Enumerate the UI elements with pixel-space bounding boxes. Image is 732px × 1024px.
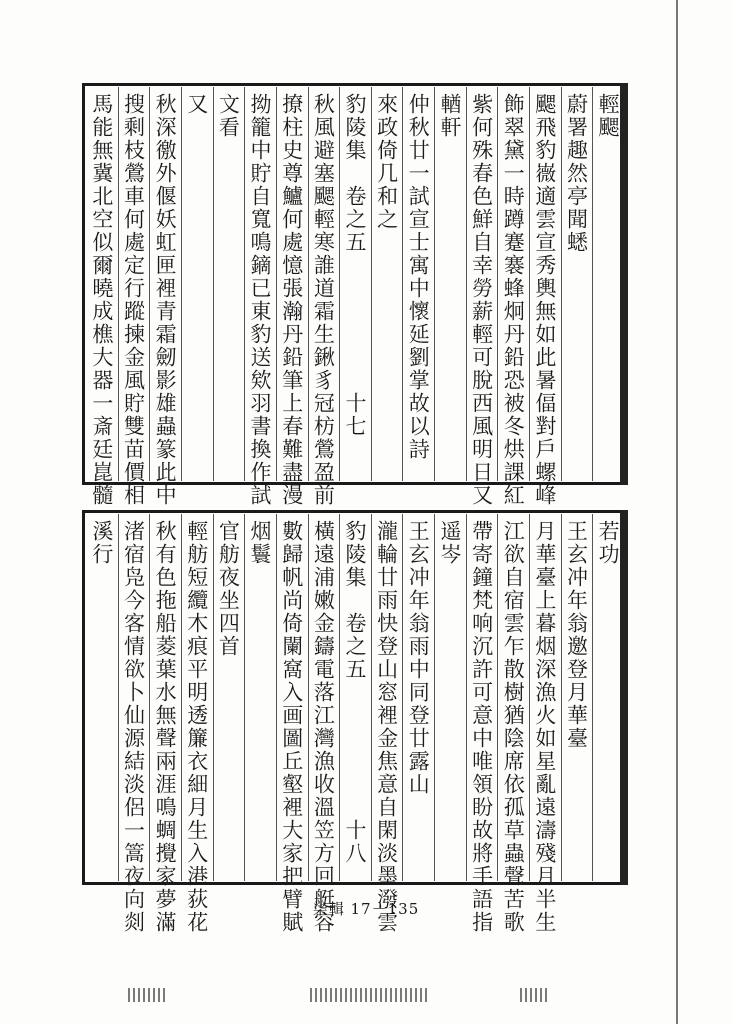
text-column: 瀧輪廿雨快登山窓裡金焦意自閑淡墨潑雲 xyxy=(374,520,399,934)
column-rule xyxy=(213,87,214,481)
scan-artifact-left xyxy=(128,988,168,1002)
column-rule xyxy=(244,514,245,881)
text-column: 帶寄鐘梵响沉許可意中唯領盼故將手語指 xyxy=(469,520,494,934)
column-rule xyxy=(118,514,119,881)
text-column: 若功 xyxy=(596,520,621,566)
text-column: 官舫夜坐四首 xyxy=(216,520,241,658)
column-rule xyxy=(402,87,403,481)
column-rule xyxy=(497,514,498,881)
text-column: 紫何殊春色鮮自幸勞薪輕可脫西風明日又 xyxy=(469,93,494,507)
text-column: 王玄冲年翁邀登月華臺 xyxy=(564,520,589,750)
text-column: 仲秋廿一試宣士寓中懷延劉掌故以詩 xyxy=(406,93,431,461)
text-column: 烟鬟 xyxy=(248,520,273,566)
text-column: 王玄冲年翁雨中同登廿露山 xyxy=(406,520,431,796)
text-column: 豹陵集 卷之五 十八 xyxy=(343,520,367,865)
column-rule xyxy=(434,514,435,881)
column-rule xyxy=(213,514,214,881)
right-binding-edge xyxy=(676,0,678,1024)
column-rule xyxy=(339,87,340,481)
text-column: 輕颸 xyxy=(596,93,621,139)
column-rule xyxy=(434,87,435,481)
top-panel-fold-edge xyxy=(620,83,628,485)
column-rule xyxy=(592,514,593,881)
column-rule xyxy=(466,87,467,481)
text-column: 豹陵集 卷之五 十七 xyxy=(343,93,367,438)
column-rule xyxy=(561,514,562,881)
column-rule xyxy=(561,87,562,481)
text-column: 輶軒 xyxy=(437,93,462,139)
text-column: 馬能無冀北空似爾曉成樵大器一斎廷崑髓 xyxy=(89,93,114,507)
scan-artifact-center xyxy=(310,988,430,1002)
column-rule xyxy=(118,87,119,481)
scan-artifact-right xyxy=(520,988,550,1002)
column-rule xyxy=(149,87,150,481)
top-panel xyxy=(82,83,628,507)
column-rule xyxy=(276,87,277,481)
column-rule xyxy=(276,514,277,881)
page-label: 柒輯 17－135 xyxy=(312,900,420,918)
column-rule xyxy=(529,87,530,481)
column-rule xyxy=(497,87,498,481)
bottom-panel-fold-edge xyxy=(620,510,628,885)
text-column: 輕舫短纜木痕平明透簾衣細月生入港荻花 xyxy=(184,520,209,934)
column-rule xyxy=(371,514,372,881)
text-column: 文看 xyxy=(216,93,241,139)
column-rule xyxy=(371,87,372,481)
text-column: 蔚署趣然亭聞蟋 xyxy=(564,93,589,254)
text-column: 撩柱史尊鱸何處憶張瀚丹鉛筆上春難盡漫 xyxy=(279,93,304,507)
text-column: 搜剩枝鶯車何處定行蹤揀金風貯雙苗價相 xyxy=(121,93,146,507)
text-column: 又 xyxy=(184,93,209,116)
column-rule xyxy=(308,87,309,481)
top-panel-columns xyxy=(86,87,624,507)
text-column: 江欲自宿雲乍散樹猶陰席依孤草蟲聲苦歌 xyxy=(501,520,526,934)
text-column: 秋有色拖船菱葉水無聲兩涯鳴蜩攪家夢滿 xyxy=(153,520,178,934)
page-footer xyxy=(0,898,732,919)
column-rule xyxy=(244,87,245,481)
column-rule xyxy=(308,514,309,881)
column-rule xyxy=(149,514,150,881)
text-column: 溪行 xyxy=(89,520,114,566)
column-rule xyxy=(181,87,182,481)
text-column: 來政倚几和之 xyxy=(374,93,399,231)
text-column: 遥岑 xyxy=(437,520,462,566)
text-column: 拗籠中貯自寬鳴鏑已東豹送欸羽書換作試 xyxy=(248,93,273,507)
text-column: 颸飛豹嶶適雲宣秀輿無如此暑偪對戶螺峰 xyxy=(532,93,557,507)
text-column: 月華臺上暮烟深漁火如星亂遠濤殘月半生 xyxy=(532,520,557,934)
column-rule xyxy=(181,514,182,881)
column-rule xyxy=(339,514,340,881)
column-rule xyxy=(592,87,593,481)
column-rule xyxy=(466,514,467,881)
text-column: 飾翠黛一時蹲蹇褰蜂炯丹鉛恐被冬烘課紅 xyxy=(501,93,526,507)
text-column: 橫遠浦嫩金鑄電落江灣漁收溫笠方回艇容 xyxy=(311,520,336,934)
text-column: 秋風避塞颸輕寒誰道霜生鍬豸冠枋鶯盈前 xyxy=(311,93,336,507)
text-column: 數歸帆尚倚闌窩入画圖丘壑裡大家把臂賦 xyxy=(279,520,304,934)
text-column: 秋深徼外偃妖虹匣裡青霜劒影雄蟲篆此中 xyxy=(153,93,178,507)
column-rule xyxy=(529,514,530,881)
column-rule xyxy=(402,514,403,881)
text-column: 渚宿凫今客情欲卜仙源結淡侶一篙夜向剡 xyxy=(121,520,146,934)
